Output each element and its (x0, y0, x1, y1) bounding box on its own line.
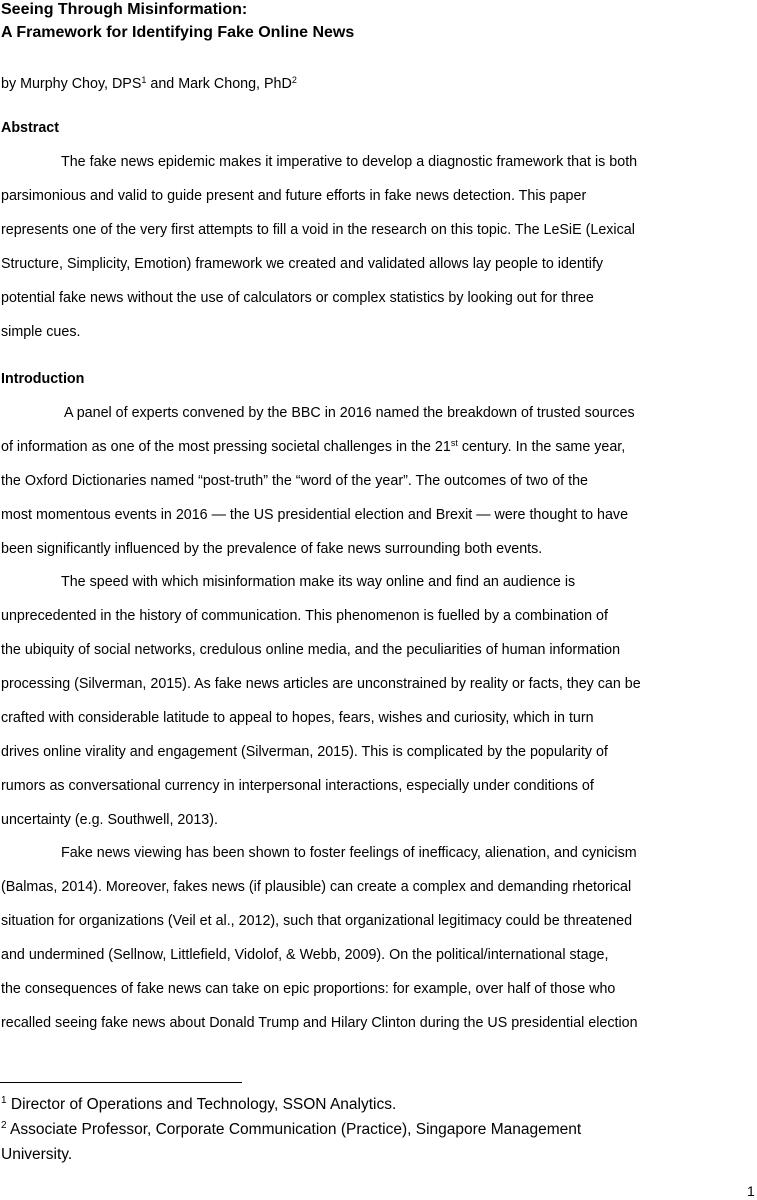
intro-line: unprecedented in the history of communication. This phenomenon is fuelled by a combination of (1, 608, 608, 624)
byline-middle: and Mark Chong, PhD (146, 76, 292, 92)
intro-line: drives online virality and engagement (Silverman, 2015). This is complicated by the popularity of (1, 744, 608, 760)
intro-line: situation for organizations (Veil et al., 2012), such that organizational legitimacy could be threatened (1, 913, 633, 929)
introduction-paragraph-1 (1, 403, 757, 573)
footnote-1-text: Director of Operations and Technology, SSON Analytics. (10, 1096, 397, 1113)
footnote-2-continuation: University. (1, 1146, 73, 1163)
intro-line: been significantly influenced by the prevalence of fake news surrounding both events. (1, 541, 543, 557)
intro-line: and undermined (Sellnow, Littlefield, Vidolof, & Webb, 2009). On the political/international stage, (1, 947, 609, 963)
intro-line: A panel of experts convened by the BBC in 2016 named the breakdown of trusted sources (64, 405, 635, 421)
intro-line: of information as one of the most pressing societal challenges in the 21st century. In the same year, (1, 438, 626, 455)
footnote-mark-2: 2 (291, 75, 297, 85)
title-line-2: A Framework for Identifying Fake Online News (1, 24, 355, 41)
footnote-2-mark: 2 (1, 1120, 7, 1131)
intro-line: uncertainty (e.g. Southwell, 2013). (1, 812, 218, 828)
abstract-heading: Abstract (1, 120, 59, 136)
footnote-mark-1: 1 (141, 75, 147, 85)
byline-prefix: by Murphy Choy, DPS (1, 76, 142, 92)
footnote-1-mark: 1 (1, 1095, 7, 1106)
abstract-line: The fake news epidemic makes it imperative to develop a diagnostic framework that is both (61, 154, 638, 170)
intro-line: processing (Silverman, 2015). As fake news articles are unconstrained by reality or facts, they can be (1, 676, 641, 692)
footnote-1 (1, 1093, 396, 1117)
intro-line: The speed with which misinformation make its way online and find an audience is (61, 574, 576, 590)
author-byline (1, 74, 297, 94)
abstract-paragraph (1, 152, 757, 356)
footnote-2-text: Associate Professor, Corporate Communication (Practice), Singapore Management (10, 1121, 582, 1138)
footnote-2 (1, 1118, 581, 1142)
introduction-heading: Introduction (1, 371, 85, 387)
abstract-line: parsimonious and valid to guide present and future efforts in fake news detection. This paper (1, 188, 587, 204)
intro-line: most momentous events in 2016 — the US presidential election and Brexit — were thought to have (1, 507, 629, 523)
intro-line: crafted with considerable latitude to appeal to hopes, fears, wishes and curiosity, which in turn (1, 710, 594, 726)
abstract-line: simple cues. (1, 324, 81, 340)
intro-line: the Oxford Dictionaries named “post-truth” the “word of the year”. The outcomes of two of the (1, 473, 588, 489)
intro-line: (Balmas, 2014). Moreover, fakes news (if plausible) can create a complex and demanding rhetorical (1, 879, 632, 895)
ordinal-suffix: st (450, 438, 458, 448)
intro-line: recalled seeing fake news about Donald Trump and Hilary Clinton during the US presidential election (1, 1015, 638, 1031)
intro-line: the consequences of fake news can take on epic proportions: for example, over half of those who (1, 981, 616, 997)
intro-line: Fake news viewing has been shown to foster feelings of inefficacy, alienation, and cynicism (61, 845, 637, 861)
page-number: 1 (747, 1183, 755, 1199)
footnote-separator (0, 1082, 242, 1083)
paper-title (1, 0, 354, 44)
introduction-paragraph-2 (1, 572, 757, 844)
introduction-paragraph-3 (1, 843, 757, 1047)
intro-line: rumors as conversational currency in interpersonal interactions, especially under conditions of (1, 778, 594, 794)
abstract-line: Structure, Simplicity, Emotion) framework we created and validated allows lay people to identify (1, 256, 604, 272)
abstract-line: potential fake news without the use of calculators or complex statistics by looking out for three (1, 290, 594, 306)
abstract-line: represents one of the very first attempts to fill a void in the research on this topic. The LeSiE (Lexical (1, 222, 635, 238)
intro-line: the ubiquity of social networks, credulous online media, and the peculiarities of human information (1, 642, 621, 658)
title-line-1: Seeing Through Misinformation: (1, 1, 248, 18)
